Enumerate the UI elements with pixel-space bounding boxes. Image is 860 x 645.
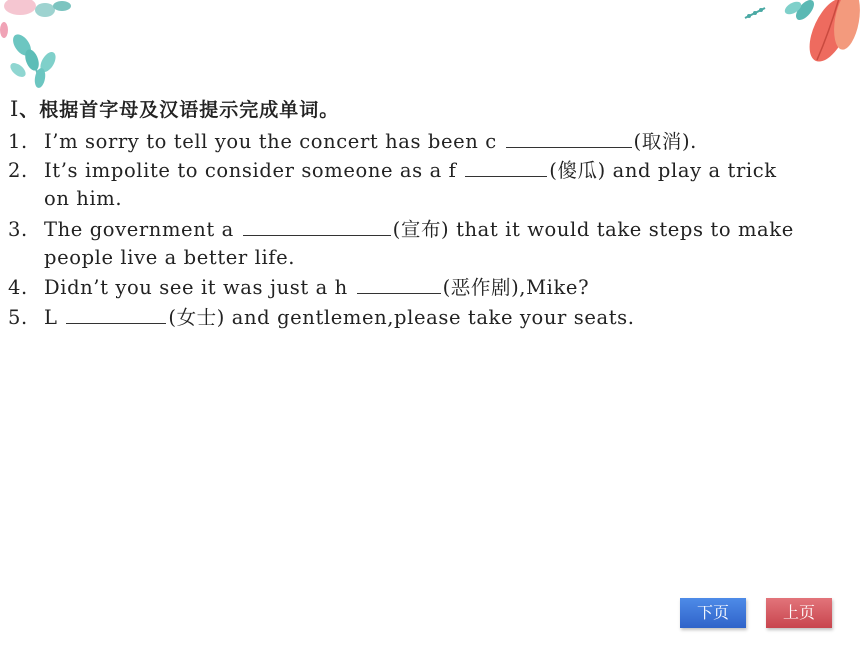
question-2 [8,156,777,185]
question-text-after: and gentlemen,please take your seats. [225,306,635,329]
question-text: Didn’t you see it was just a h [44,276,348,299]
question-text: L [44,306,58,329]
question-2-continuation: on him. [44,187,123,210]
question-number: 1. [8,130,28,153]
floral-decoration-right [735,0,860,70]
floral-decoration-left [0,0,90,95]
question-hint: (女士) [168,306,225,329]
question-hint: (取消). [633,130,697,153]
question-number: 5. [8,306,28,329]
question-text: I’m sorry to tell you the concert has been c [44,130,497,153]
section-number: Ⅰ [10,97,20,121]
question-text-after: that it would take steps to make [449,218,794,241]
answer-blank[interactable] [66,303,166,324]
question-4 [8,273,589,302]
answer-blank[interactable] [357,273,441,294]
answer-blank[interactable] [243,215,391,236]
question-1 [8,127,697,156]
question-3-continuation: people live a better life. [44,246,296,269]
question-3 [8,215,794,244]
question-text-after: and play a trick [605,159,777,182]
question-number: 2. [8,159,28,182]
question-text: It’s impolite to consider someone as a f [44,159,457,182]
question-5 [8,303,635,332]
question-text: The government a [44,218,234,241]
section-heading [10,95,339,122]
question-number: 3. [8,218,28,241]
section-instruction: 、根据首字母及汉语提示完成单词。 [19,99,340,121]
question-hint: (宣布) [392,218,450,241]
question-number: 4. [8,276,28,299]
answer-blank[interactable] [506,127,632,148]
question-hint: (傻瓜) [549,159,606,182]
question-hint: (恶作剧),Mike? [442,276,590,299]
answer-blank[interactable] [465,156,547,177]
previous-page-button[interactable]: 上页 [766,598,832,628]
next-page-button[interactable]: 下页 [680,598,746,628]
